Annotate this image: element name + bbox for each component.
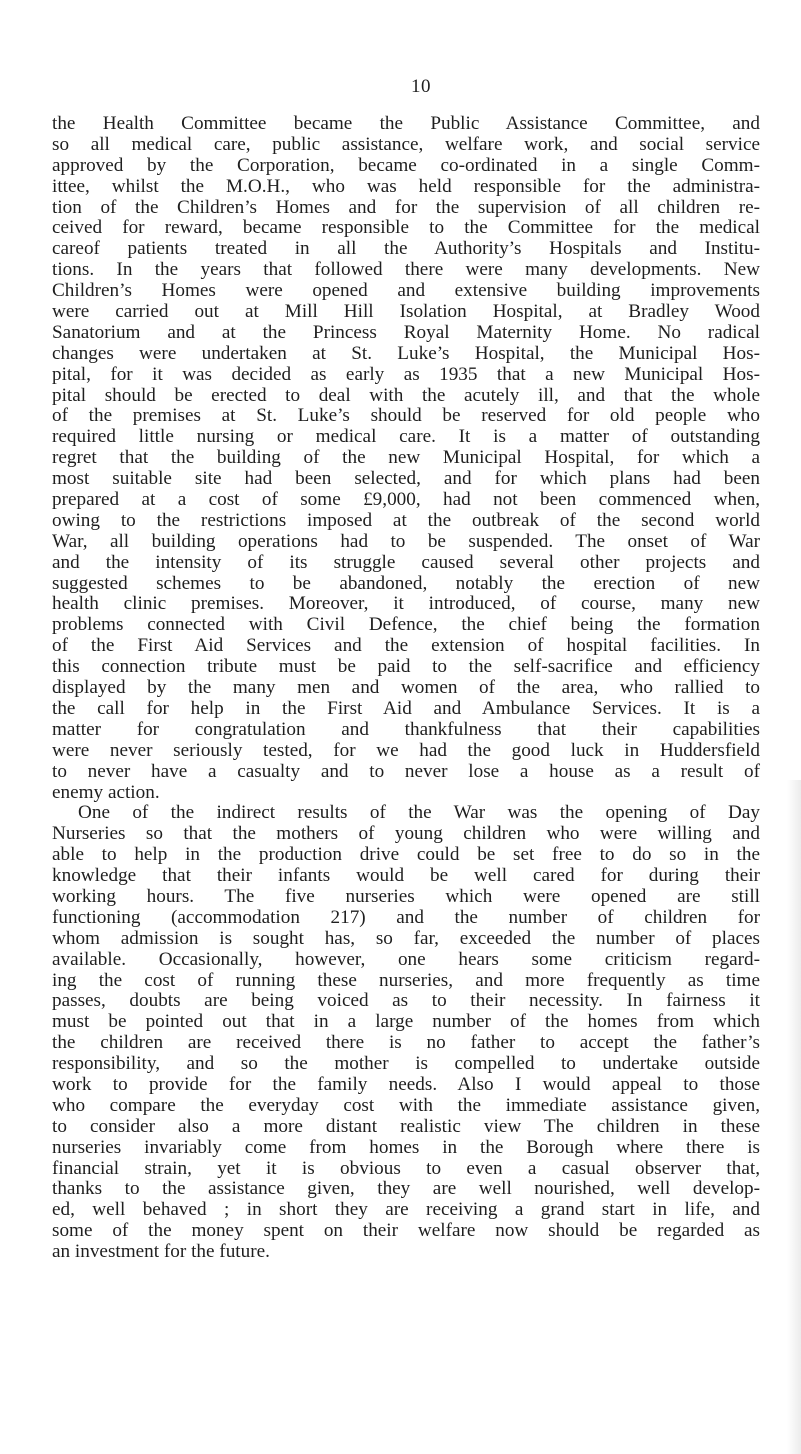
text-line: Sanatorium and at the Princess Royal Maternity Home. No radical [52, 321, 760, 343]
text-line: changes were undertaken at St. Luke’s Hospital, the Municipal Hos- [52, 342, 760, 364]
text-line: required little nursing or medical care. It is a matter of outstanding [52, 426, 760, 448]
text-line: functioning (accommodation 217) and the number of children for [52, 906, 760, 928]
page-number: 10 [411, 76, 431, 97]
text-line: working hours. The five nurseries which were opened are still [52, 885, 760, 907]
text-line: and the intensity of its struggle caused several other projects and [52, 551, 760, 573]
text-line: nurseries invariably come from homes in the Borough where there is [52, 1136, 760, 1158]
text-line: War, all building operations had to be suspended. The onset of War [52, 530, 760, 552]
text-line: to consider also a more distant realistic view The children in these [52, 1115, 760, 1137]
text-line: responsibility, and so the mother is compelled to undertake outside [52, 1053, 760, 1075]
text-line: One of the indirect results of the War was the opening of Day [78, 802, 760, 824]
text-line: displayed by the many men and women of the area, who rallied to [52, 677, 760, 699]
text-line: matter for congratulation and thankfulness that their capabilities [52, 718, 760, 740]
text-line: were never seriously tested, for we had the good luck in Huddersfield [52, 739, 760, 761]
text-line: able to help in the production drive could be set free to do so in the [52, 844, 760, 866]
text-line: Children’s Homes were opened and extensive building improvements [52, 280, 760, 302]
text-line: ed, well behaved ; in short they are receiving a grand start in life, and [52, 1199, 760, 1221]
text-line: most suitable site had been selected, and for which plans had been [52, 468, 760, 490]
text-line: suggested schemes to be abandoned, notably the erection of new [52, 572, 760, 594]
text-line: the children are received there is no father to accept the father’s [52, 1032, 760, 1054]
text-line: problems connected with Civil Defence, the chief being the formation [52, 614, 760, 636]
text-line: who compare the everyday cost with the immediate assistance given, [52, 1094, 760, 1116]
text-line: to never have a casualty and to never lose a house as a result of [52, 760, 760, 782]
text-line: regret that the building of the new Municipal Hospital, for which a [52, 447, 760, 469]
text-line: some of the money spent on their welfare now should be regarded as [52, 1220, 760, 1242]
paragraph-2 [52, 803, 760, 1263]
text-line: pital, for it was decided as early as 1935 that a new Municipal Hos- [52, 363, 760, 385]
text-line: thanks to the assistance given, they are well nourished, well develop- [52, 1178, 760, 1200]
text-line: prepared at a cost of some £9,000, had not been commenced when, [52, 489, 760, 511]
text-line: work to provide for the family needs. Also I would appeal to those [52, 1073, 760, 1095]
text-line: this connection tribute must be paid to the self-sacrifice and efficiency [52, 656, 760, 678]
text-line: an investment for the future. [52, 1241, 270, 1263]
text-line: tion of the Children’s Homes and for the supervision of all children re- [52, 196, 760, 218]
text-line: the call for help in the First Aid and Ambulance Services. It is a [52, 697, 760, 719]
text-line: careof patients treated in all the Authority’s Hospitals and Institu- [52, 238, 760, 260]
text-line: enemy action. [52, 781, 160, 803]
text-line: ing the cost of running these nurseries, and more frequently as time [52, 969, 760, 991]
text-line: must be pointed out that in a large number of the homes from which [52, 1011, 760, 1033]
text-line: knowledge that their infants would be well cared for during their [52, 865, 760, 887]
text-line: financial strain, yet it is obvious to even a casual observer that, [52, 1157, 760, 1179]
text-line: health clinic premises. Moreover, it introduced, of course, many new [52, 593, 760, 615]
text-line: so all medical care, public assistance, welfare work, and social service [52, 133, 760, 155]
text-line: Nurseries so that the mothers of young children who were willing and [52, 823, 760, 845]
text-line: owing to the restrictions imposed at the outbreak of the second world [52, 509, 760, 531]
text-line: passes, doubts are being voiced as to their necessity. In fairness it [52, 990, 760, 1012]
text-line: ceived for reward, became responsible to the Committee for the medical [52, 217, 760, 239]
page-edge-shadow [787, 780, 801, 1454]
text-line: of the First Aid Services and the extension of hospital facilities. In [52, 635, 760, 657]
text-line: ittee, whilst the M.O.H., who was held responsible for the administra- [52, 175, 760, 197]
text-line: approved by the Corporation, became co-ordinated in a single Comm- [52, 154, 760, 176]
text-line: whom admission is sought has, so far, exceeded the number of places [52, 927, 760, 949]
text-line: available. Occasionally, however, one hears some criticism regard- [52, 948, 760, 970]
body-text [52, 114, 760, 1263]
text-line: tions. In the years that followed there were many developments. New [52, 259, 760, 281]
text-line: of the premises at St. Luke’s should be reserved for old people who [52, 405, 760, 427]
paragraph-1 [52, 114, 760, 803]
text-line: were carried out at Mill Hill Isolation Hospital, at Bradley Wood [52, 301, 760, 323]
text-line: pital should be erected to deal with the acutely ill, and that the whole [52, 384, 760, 406]
text-line: the Health Committee became the Public Assistance Committee, and [52, 113, 760, 134]
